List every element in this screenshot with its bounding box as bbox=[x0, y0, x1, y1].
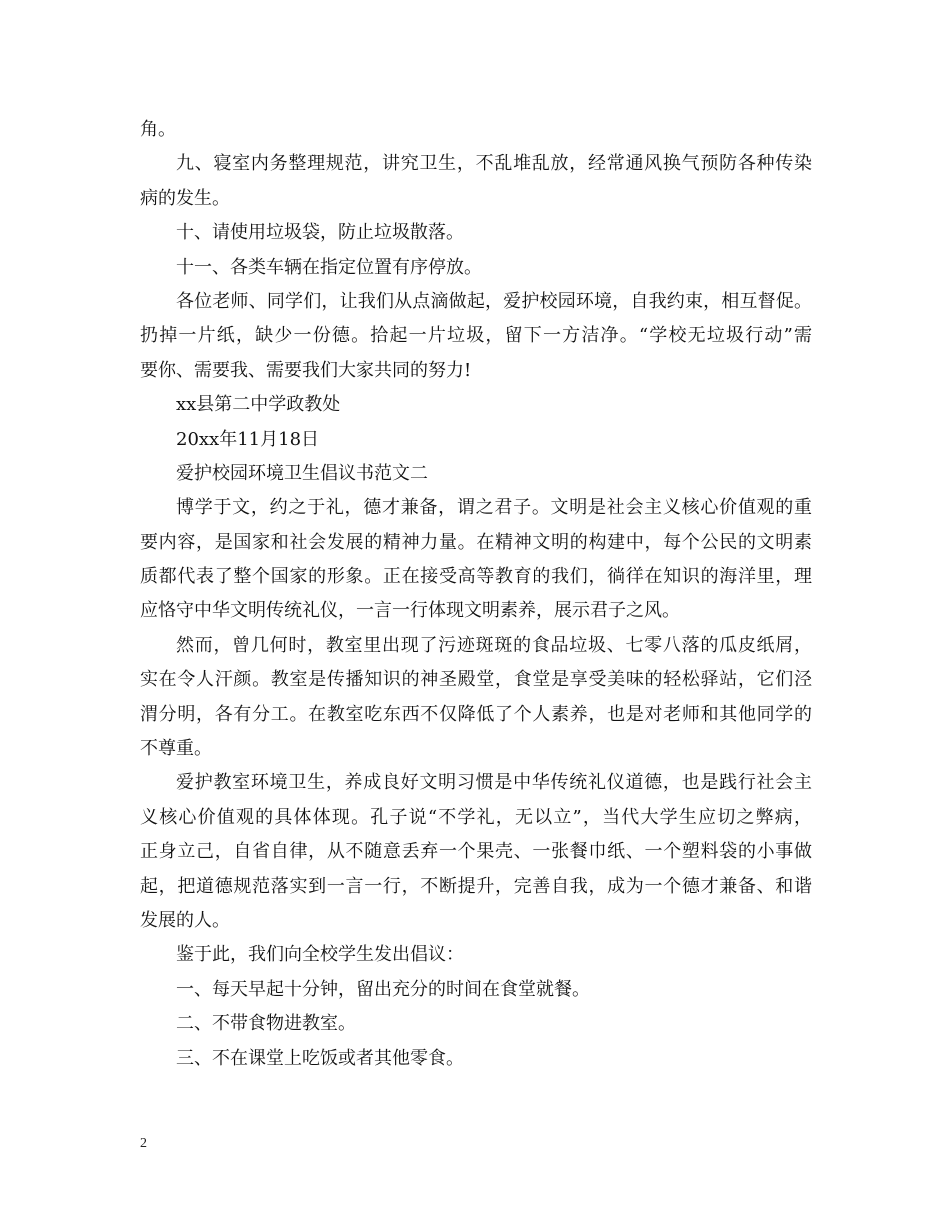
text-line: 正身立己，自省自律，从不随意丢弃一个果壳、一张餐巾纸、一个塑料袋的小事做 bbox=[140, 841, 812, 863]
text-line: 鉴于此，我们向全校学生发出倡议： bbox=[176, 944, 464, 966]
text-line: 实在令人汗颜。教室是传播知识的神圣殿堂，食堂是享受美味的轻松驿站，它们泾 bbox=[140, 669, 812, 691]
text-line: 各位老师、同学们，让我们从点滴做起，爱护校园环境，自我约束，相互督促。 bbox=[176, 290, 812, 312]
text-line: 扔掉一片纸，缺少一份德。拾起一片垃圾，留下一方洁净。“学校无垃圾行动”需 bbox=[140, 325, 812, 347]
section-title: 爱护校园环境卫生倡议书范文二 bbox=[176, 462, 428, 484]
text-line: 一、每天早起十分钟，留出充分的时间在食堂就餐。 bbox=[176, 978, 590, 1000]
text-line: 九、寝室内务整理规范，讲究卫生，不乱堆乱放，经常通风换气预防各种传染 bbox=[176, 153, 812, 175]
text-line: 十、请使用垃圾袋，防止垃圾散落。 bbox=[176, 222, 464, 244]
text-line: 渭分明，各有分工。在教室吃东西不仅降低了个人素养，也是对老师和其他同学的 bbox=[140, 703, 812, 725]
text-line: 三、不在课堂上吃饭或者其他零食。 bbox=[176, 1047, 464, 1069]
signature-date: 20xx年11月18日 bbox=[176, 428, 320, 450]
text-line: 角。 bbox=[140, 119, 176, 140]
text-line: 起，把道德规范落实到一言一行，不断提升，完善自我，成为一个德才兼备、和谐 bbox=[140, 875, 812, 897]
text-line: 爱护教室环境卫生，养成良好文明习惯是中华传统礼仪道德，也是践行社会主 bbox=[176, 772, 812, 794]
document-body bbox=[140, 113, 812, 1076]
text-line: 质都代表了整个国家的形象。正在接受高等教育的我们，徜徉在知识的海洋里，理 bbox=[140, 566, 812, 588]
text-line: 要内容，是国家和社会发展的精神力量。在精神文明的构建中，每个公民的文明素 bbox=[140, 531, 812, 553]
page-number: 2 bbox=[140, 1136, 147, 1151]
text-line: 然而，曾几何时，教室里出现了污迹斑斑的食品垃圾、七零八落的瓜皮纸屑， bbox=[176, 634, 812, 656]
text-line: 博学于文，约之于礼，德才兼备，谓之君子。文明是社会主义核心价值观的重 bbox=[176, 497, 812, 519]
text-line: 十一、各类车辆在指定位置有序停放。 bbox=[176, 256, 482, 278]
text-line: 发展的人。 bbox=[140, 909, 230, 931]
signature-department: xx县第二中学政教处 bbox=[176, 394, 341, 416]
text-line: 应恪守中华文明传统礼仪，一言一行体现文明素养，展示君子之风。 bbox=[140, 600, 680, 622]
text-line: 要你、需要我、需要我们大家共同的努力! bbox=[140, 359, 472, 381]
text-line: 二、不带食物进教室。 bbox=[176, 1013, 356, 1035]
text-line: 不尊重。 bbox=[140, 738, 212, 760]
text-line: 病的发生。 bbox=[140, 187, 230, 209]
text-line: 义核心价值观的具体体现。孔子说“不学礼，无以立”，当代大学生应切之弊病， bbox=[140, 806, 812, 828]
